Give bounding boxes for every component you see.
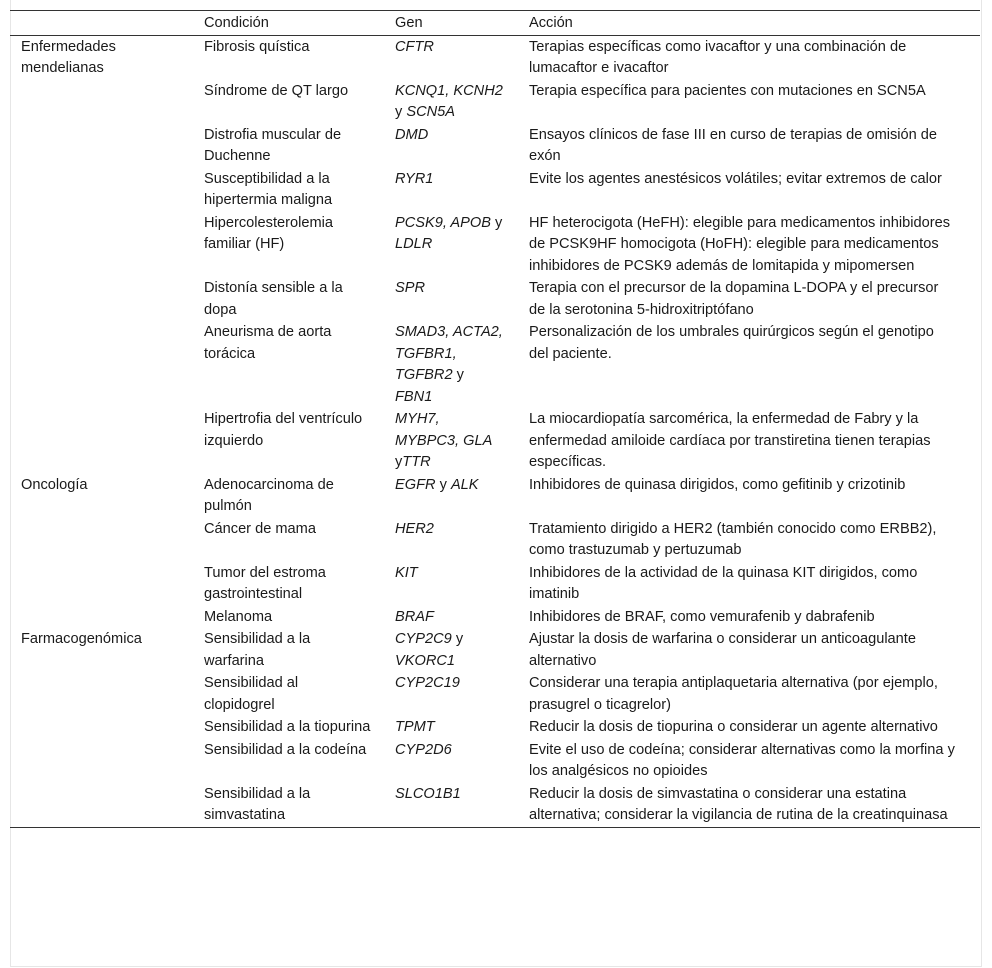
table-row xyxy=(10,80,980,124)
action-cell: Terapias específicas como ivacaftor y una combinación de lumacaftor e ivacaftor xyxy=(529,38,907,76)
condition-cell: Sensibilidad al clopidogrel xyxy=(204,675,299,713)
gene-cell xyxy=(380,518,513,562)
category-cell xyxy=(10,716,189,739)
condition-cell: Sensibilidad a la tiopurina xyxy=(204,719,371,735)
gene-name: KIT xyxy=(395,564,418,581)
category-cell xyxy=(10,739,189,783)
gene-cell xyxy=(380,212,513,278)
gene-connector: y xyxy=(451,631,464,647)
header-condition: Condición xyxy=(204,15,269,31)
gene-cell xyxy=(380,474,513,518)
table-row xyxy=(10,168,980,212)
gene-name: CYP2D6 xyxy=(395,741,452,758)
action-cell: Reducir la dosis de simvastatina o considerar una estatina alternativa; considerar la vigilancia de rutina de la creatinquinasa xyxy=(529,785,948,823)
table-row xyxy=(10,606,980,629)
gene-name: SPR xyxy=(395,280,426,296)
gene-name: SLCO1B1 xyxy=(395,785,461,802)
gene-name: MYH7, MYBPC3, GLA xyxy=(395,411,493,449)
category-cell xyxy=(10,321,189,408)
action-cell: Inhibidores de BRAF, como vemurafenib y dabrafenib xyxy=(529,608,875,625)
gene-cell xyxy=(380,168,513,212)
table-row xyxy=(10,35,980,80)
action-cell: Personalización de los umbrales quirúrgicos según el genotipo del paciente. xyxy=(529,324,934,362)
gene-connector: y xyxy=(490,214,503,231)
header-gene: Gen xyxy=(395,15,423,31)
table-header xyxy=(10,11,980,36)
category-cell: Enfermedades mendelianas xyxy=(21,38,116,76)
gene-connector: y xyxy=(435,476,451,493)
table-row xyxy=(10,474,980,518)
genomics-table xyxy=(10,10,980,828)
gene-name: LDLR xyxy=(395,236,433,252)
gene-cell xyxy=(380,321,513,408)
category-cell xyxy=(10,783,189,828)
action-cell: Inhibidores de la actividad de la quinasa KIT dirigidos, como imatinib xyxy=(529,564,918,602)
table-row xyxy=(10,408,980,474)
gene-cell xyxy=(380,124,513,168)
gene-name: SMAD3, ACTA2, TGFBR1, TGFBR2 xyxy=(395,324,503,383)
gene-name: TTR xyxy=(402,454,431,470)
gene-cell xyxy=(380,35,513,80)
condition-cell: Susceptibilidad a la hipertermia maligna xyxy=(204,170,333,208)
gene-connector: y xyxy=(452,367,464,383)
gene-name: CYP2C9 xyxy=(395,631,452,647)
action-cell: HF heterocigota (HeFH): elegible para medicamentos inhibidores de PCSK9HF homocigota (HoFH): elegible para medicamentos inhibidores de PCSK9 además de lomitapida y mipomersen xyxy=(529,214,950,274)
header-action: Acción xyxy=(529,15,573,31)
category-cell xyxy=(10,606,189,629)
gene-cell xyxy=(380,606,513,629)
gene-name: RYR1 xyxy=(395,170,434,187)
category-cell xyxy=(10,672,189,716)
category-cell: Farmacogenómica xyxy=(21,631,142,647)
gene-cell xyxy=(380,277,513,321)
action-cell: Evite el uso de codeína; considerar alternativas como la morfina y los analgésicos no opioides xyxy=(529,741,955,779)
gene-name: DMD xyxy=(395,126,429,143)
condition-cell: Cáncer de mama xyxy=(204,520,316,537)
action-cell: Tratamiento dirigido a HER2 (también conocido como ERBB2), como trastuzumab y pertuzumab xyxy=(529,520,937,558)
gene-name: BRAF xyxy=(395,608,434,625)
condition-cell: Sensibilidad a la warfarina xyxy=(204,631,311,669)
table-row xyxy=(10,672,980,716)
condition-cell: Melanoma xyxy=(204,608,273,625)
gene-cell xyxy=(380,672,513,716)
action-cell: Terapia específica para pacientes con mutaciones en SCN5A xyxy=(529,82,926,99)
gene-name: PCSK9, APOB xyxy=(395,214,491,231)
header-category xyxy=(10,11,189,36)
category-cell xyxy=(10,277,189,321)
table-row xyxy=(10,212,980,278)
table-row xyxy=(10,518,980,562)
action-cell: Ajustar la dosis de warfarina o considerar un anticoagulante alternativo xyxy=(529,631,916,669)
action-cell: Inhibidores de quinasa dirigidos, como gefitinib y crizotinib xyxy=(529,476,906,493)
action-cell: Ensayos clínicos de fase III en curso de terapias de omisión de exón xyxy=(529,126,938,164)
table-row xyxy=(10,321,980,408)
table-row xyxy=(10,739,980,783)
condition-cell: Síndrome de QT largo xyxy=(204,82,349,99)
action-cell: Considerar una terapia antiplaquetaria alternativa (por ejemplo, prasugrel o ticagrelor) xyxy=(529,675,938,713)
gene-name: CFTR xyxy=(395,38,434,55)
condition-cell: Fibrosis quística xyxy=(204,38,310,55)
gene-name: ALK xyxy=(450,476,479,493)
category-cell xyxy=(10,124,189,168)
condition-cell: Hipercolesterolemia familiar (HF) xyxy=(204,214,333,252)
header-row xyxy=(10,11,980,36)
gene-name: TPMT xyxy=(395,719,435,735)
category-cell xyxy=(10,408,189,474)
action-cell: Reducir la dosis de tiopurina o considerar un agente alternativo xyxy=(529,719,938,735)
gene-name: HER2 xyxy=(395,520,434,537)
category-cell xyxy=(10,80,189,124)
category-cell xyxy=(10,212,189,278)
gene-cell xyxy=(380,562,513,606)
gene-name: VKORC1 xyxy=(395,652,456,669)
condition-cell: Tumor del estroma gastrointestinal xyxy=(204,564,326,602)
gene-connector: y xyxy=(395,454,403,470)
table-row xyxy=(10,716,980,739)
condition-cell: Aneurisma de aorta torácica xyxy=(204,324,332,362)
gene-name: SCN5A xyxy=(406,104,456,120)
condition-cell: Sensibilidad a la codeína xyxy=(204,741,367,758)
action-cell: Terapia con el precursor de la dopamina L-DOPA y el precursor de la serotonina 5-hidroxitriptófano xyxy=(529,280,939,318)
condition-cell: Hipertrofia del ventrículo izquierdo xyxy=(204,411,363,449)
category-cell xyxy=(10,168,189,212)
category-cell xyxy=(10,518,189,562)
action-cell: La miocardiopatía sarcomérica, la enfermedad de Fabry y la enfermedad amiloide cardíaca por transtiretina tienen terapias específicas. xyxy=(529,411,931,470)
table-row xyxy=(10,562,980,606)
action-cell: Evite los agentes anestésicos volátiles; evitar extremos de calor xyxy=(529,170,942,187)
gene-cell xyxy=(380,739,513,783)
condition-cell: Sensibilidad a la simvastatina xyxy=(204,785,311,823)
gene-name: FBN1 xyxy=(395,388,433,405)
table-row xyxy=(10,628,980,672)
gene-connector: y xyxy=(395,104,407,120)
category-cell: Oncología xyxy=(21,476,88,493)
category-cell xyxy=(10,562,189,606)
gene-cell xyxy=(380,80,513,124)
gene-name: CYP2C19 xyxy=(395,675,460,691)
gene-cell xyxy=(380,716,513,739)
table-body xyxy=(10,35,980,827)
gene-name: EGFR xyxy=(395,476,436,493)
condition-cell: Adenocarcinoma de pulmón xyxy=(204,476,334,514)
table-row xyxy=(10,277,980,321)
condition-cell: Distonía sensible a la dopa xyxy=(204,280,343,318)
condition-cell: Distrofia muscular de Duchenne xyxy=(204,126,342,164)
table-row xyxy=(10,124,980,168)
gene-cell xyxy=(380,408,513,474)
gene-cell xyxy=(380,783,513,828)
gene-cell xyxy=(380,628,513,672)
gene-name: KCNQ1, KCNH2 xyxy=(395,82,503,99)
table-row xyxy=(10,783,980,828)
